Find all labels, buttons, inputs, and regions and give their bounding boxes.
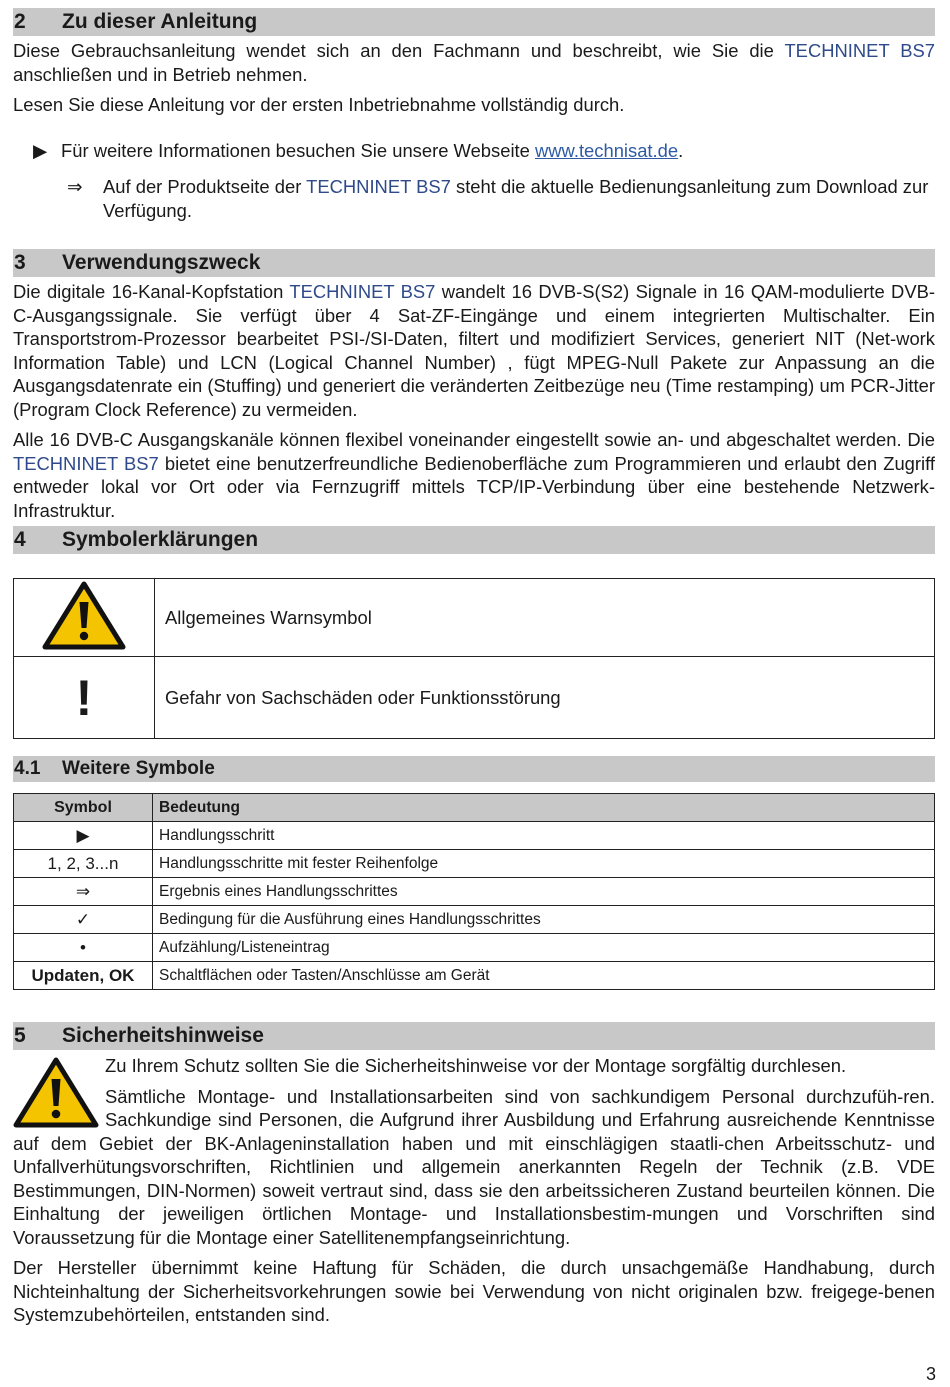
- table-row: [14, 579, 935, 657]
- section-4-heading: [13, 526, 935, 554]
- section-number: 3: [14, 251, 26, 274]
- website-link[interactable]: www.technisat.de: [535, 139, 679, 161]
- icon-cell: [14, 657, 155, 739]
- section-title: Zu dieser Anleitung: [62, 10, 258, 33]
- further-symbols-table: [13, 793, 935, 990]
- paragraph: Zu Ihrem Schutz sollten Sie die Sicherheitshinweise vor der Montage sorgfältig durchlesen.: [105, 1055, 847, 1076]
- paragraph: Der Hersteller übernimmt keine Haftung für Schäden, die durch unsachgemäße Handhabung, durch Nichteinhaltung der Sicherheitsvorkehrungen sowie bei Verwendung von nicht originalen bzw. freigege-benen Systemzubehörteilen, entstanden sind.: [13, 1257, 935, 1325]
- section-number: 4: [14, 528, 26, 551]
- meaning-cell: Ergebnis eines Handlungsschrittes: [153, 878, 935, 906]
- icon-cell: [14, 579, 155, 657]
- meaning-cell: Aufzählung/Listeneintrag: [153, 934, 935, 962]
- meaning-cell: Handlungsschritte mit fester Reihenfolge: [153, 850, 935, 878]
- warning-triangle-icon: [13, 1056, 99, 1128]
- column-header-meaning: Bedeutung: [153, 794, 935, 822]
- text: Für weitere Informationen besuchen Sie unsere Webseite: [61, 139, 535, 161]
- section-title: Weitere Symbole: [62, 758, 215, 779]
- result-step: [13, 175, 935, 222]
- step-text: [61, 139, 683, 163]
- section-number: 5: [14, 1024, 26, 1047]
- paragraph: Sämtliche Montage- und Installationsarbeiten sind von sachkundigem Personal durchzufüh-ren. Sachkundige sind Personen, die Aufgrund ihrer Ausbildung und Erfahrung ausreichende Kenntnisse auf dem Gebiet der BK-Anlageninstallation haben und mit einschlägigen staatli-chen Arbeitsschutz- und Unfallverhütungsvorschriften, Richtlinien und allgemein anerkannten Regeln der Technik (z.B. VDE Bestimmungen, DIN-Normen) soweit vertraut sind, dass sie den arbeitssicheren Zustand beurteilen können. Die Einhaltung der jeweiligen örtlichen Montage- und Installationsbestim-mungen und Vorschriften sind Voraussetzung für die Montage einer Satellitenempfangseinrichtung.: [13, 1085, 935, 1248]
- meaning-cell: Bedingung für die Ausführung eines Handlungsschrittes: [153, 906, 935, 934]
- result-text: [103, 175, 935, 222]
- section-title: Verwendungszweck: [62, 251, 261, 274]
- paragraph: Lesen Sie diese Anleitung vor der ersten Inbetriebnahme vollständig durch.: [13, 94, 625, 115]
- paragraph: [13, 428, 935, 522]
- symbol-cell: Updaten, OK: [14, 962, 153, 990]
- text: .: [678, 139, 684, 161]
- section-5-heading: [13, 1022, 935, 1050]
- symbol-cell: 1, 2, 3...n: [14, 850, 153, 878]
- symbol-cell: ✓: [14, 906, 153, 934]
- page: [13, 8, 935, 1327]
- product-name: TECHNINET BS7: [13, 452, 159, 474]
- section-3-heading: [13, 249, 935, 277]
- paragraph: [13, 39, 935, 86]
- symbol-cell: ▶: [14, 822, 153, 850]
- table-row: [14, 850, 935, 878]
- table-row: [14, 657, 935, 739]
- warning-triangle-icon: [42, 580, 126, 650]
- symbol-description: Allgemeines Warnsymbol: [155, 579, 935, 657]
- exclamation-icon: !: [75, 669, 93, 726]
- section-2-heading: [13, 8, 935, 36]
- text: steht die aktuelle Bedienungsanleitung zum Download zur Verfügung.: [103, 176, 929, 221]
- table-row: [14, 934, 935, 962]
- table-row: [14, 962, 935, 990]
- symbol-cell: ⇒: [14, 878, 153, 906]
- section-title: Sicherheitshinweise: [62, 1024, 264, 1047]
- section-number: 2: [14, 10, 26, 33]
- text: wandelt 16 DVB-S(S2) Signale in 16 QAM-modulierte DVB-C-Ausgangssignale. Sie verfügt über 4 Sat-ZF-Eingänge und einem integrierten Multischalter. Ein Transportstrom-Prozessor bearbeitet PSI-/SI-Daten, filtert und modifiziert Services, generiert NIT (Net-work Information Table) und LCN (Logical Channel Number) , fügt MPEG-Null Pakete zur Anpassung an die Ausgangsdatenrate ein (Stuffing) und generiert die veränderten Zeitbezüge neu (Time restamping) um PCR-Jitter (Program Clock Reference) zu vermeiden.: [13, 281, 935, 420]
- symbol-table: [13, 578, 935, 739]
- product-name: TECHNINET BS7: [784, 40, 935, 61]
- result-arrow-icon: ⇒: [67, 176, 83, 197]
- table-row: [14, 906, 935, 934]
- text: Diese Gebrauchsanleitung wendet sich an den Fachmann und beschreibt, wie Sie die: [13, 40, 785, 61]
- text: anschließen und in Betrieb nehmen.: [13, 63, 308, 85]
- text: Auf der Produktseite der: [103, 176, 307, 197]
- text: Die digitale 16-Kanal-Kopfstation: [13, 281, 290, 302]
- section-title: Symbolerklärungen: [62, 528, 259, 551]
- section-number: 4.1: [14, 758, 41, 779]
- step-arrow-icon: ▶: [33, 139, 48, 161]
- symbol-cell: •: [14, 934, 153, 962]
- column-header-symbol: Symbol: [14, 794, 153, 822]
- paragraph: [13, 280, 935, 421]
- page-number: 3: [925, 1364, 936, 1384]
- meaning-cell: Schaltflächen oder Tasten/Anschlüsse am Gerät: [153, 962, 935, 990]
- text: bietet eine benutzerfreundliche Bedienoberfläche zum Programmieren und erlaubt den Zugriff entweder lokal vor Ort oder via Fernzugriff mittels TCP/IP-Verbindung über eine bestehende Netzwerk-Infrastruktur.: [13, 452, 935, 521]
- product-name: TECHNINET BS7: [289, 281, 436, 302]
- text: Alle 16 DVB-C Ausgangskanäle können flexibel voneinander eingestellt sowie an- und abgeschaltet werden. Die: [13, 429, 935, 450]
- table-row: [14, 822, 935, 850]
- table-header-row: [14, 794, 935, 822]
- safety-block: [13, 1054, 935, 1249]
- table-row: [14, 878, 935, 906]
- action-step: [13, 139, 935, 163]
- product-name: TECHNINET BS7: [306, 176, 451, 197]
- symbol-description: Gefahr von Sachschäden oder Funktionsstörung: [155, 657, 935, 739]
- section-4-1-heading: [13, 756, 935, 782]
- meaning-cell: Handlungsschritt: [153, 822, 935, 850]
